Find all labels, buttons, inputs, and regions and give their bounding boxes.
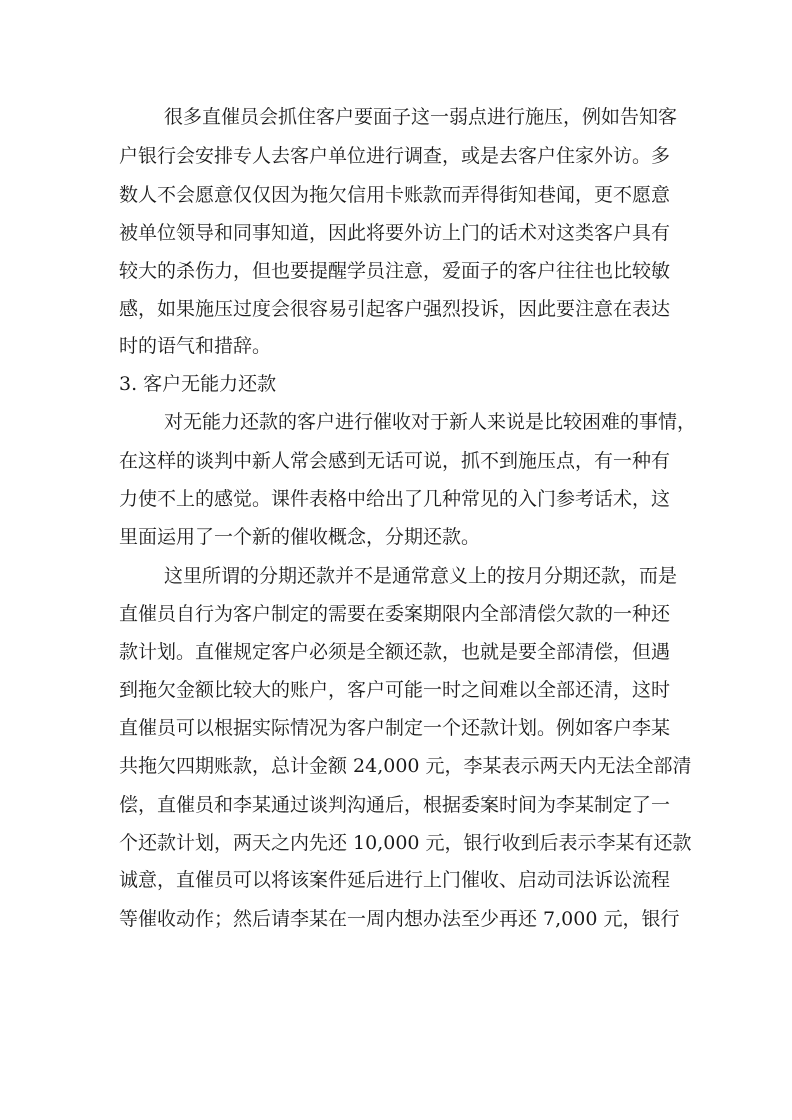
paragraph-1-line-5: 较大的杀伤力，但也要提醒学员注意，爱面子的客户往往也比较敏: [119, 260, 671, 282]
paragraph-3-line-6: 共拖欠四期账款，总计金额 24,000 元，李某表示两天内无法全部清: [119, 755, 692, 777]
paragraph-3-line-5: 直催员可以根据实际情况为客户制定一个还款计划。例如客户李某: [119, 717, 671, 739]
paragraph-2-line-1: 对无能力还款的客户进行催收对于新人来说是比较困难的事情，: [164, 411, 697, 433]
paragraph-1-line-7: 时的语气和措辞。: [119, 335, 272, 357]
paragraph-2-line-4: 里面运用了一个新的催收概念，分期还款。: [119, 526, 481, 548]
paragraph-2-line-3: 力使不上的感觉。课件表格中给出了几种常见的入门参考话术，这: [119, 488, 671, 510]
paragraph-1-line-1: 很多直催员会抓住客户要面子这一弱点进行施压，例如告知客: [164, 106, 678, 128]
paragraph-1-line-4: 被单位领导和同事知道，因此将要外访上门的话术对这类客户具有: [119, 222, 671, 244]
section-heading: 3. 客户无能力还款: [119, 373, 277, 395]
paragraph-3-line-9: 诚意，直催员可以将该案件延后进行上门催收、启动司法诉讼流程: [119, 869, 671, 891]
paragraph-3-line-7: 偿，直催员和李某通过谈判沟通后，根据委案时间为李某制定了一: [119, 794, 671, 816]
paragraph-3-line-3: 款计划。直催规定客户必须是全额还款，也就是要全部清偿，但遇: [119, 641, 671, 663]
paragraph-3-line-1: 这里所谓的分期还款并不是通常意义上的按月分期还款，而是: [164, 565, 678, 587]
paragraph-2-line-2: 在这样的谈判中新人常会感到无话可说，抓不到施压点，有一种有: [119, 450, 671, 472]
paragraph-3-line-2: 直催员自行为客户制定的需要在委案期限内全部清偿欠款的一种还: [119, 603, 671, 625]
paragraph-3-line-8: 个还款计划，两天之内先还 10,000 元，银行收到后表示李某有还款: [119, 832, 692, 854]
paragraph-1-line-2: 户银行会安排专人去客户单位进行调查，或是去客户住家外访。多: [119, 145, 671, 167]
paragraph-1-line-3: 数人不会愿意仅仅因为拖欠信用卡账款而弄得街知巷闻，更不愿意: [119, 184, 671, 206]
paragraph-1-line-6: 感，如果施压过度会很容易引起客户强烈投诉，因此要注意在表达: [119, 298, 671, 320]
paragraph-3-line-10: 等催收动作；然后请李某在一周内想办法至少再还 7,000 元，银行: [119, 908, 680, 930]
paragraph-3-line-4: 到拖欠金额比较大的账户，客户可能一时之间难以全部还清，这时: [119, 679, 671, 701]
